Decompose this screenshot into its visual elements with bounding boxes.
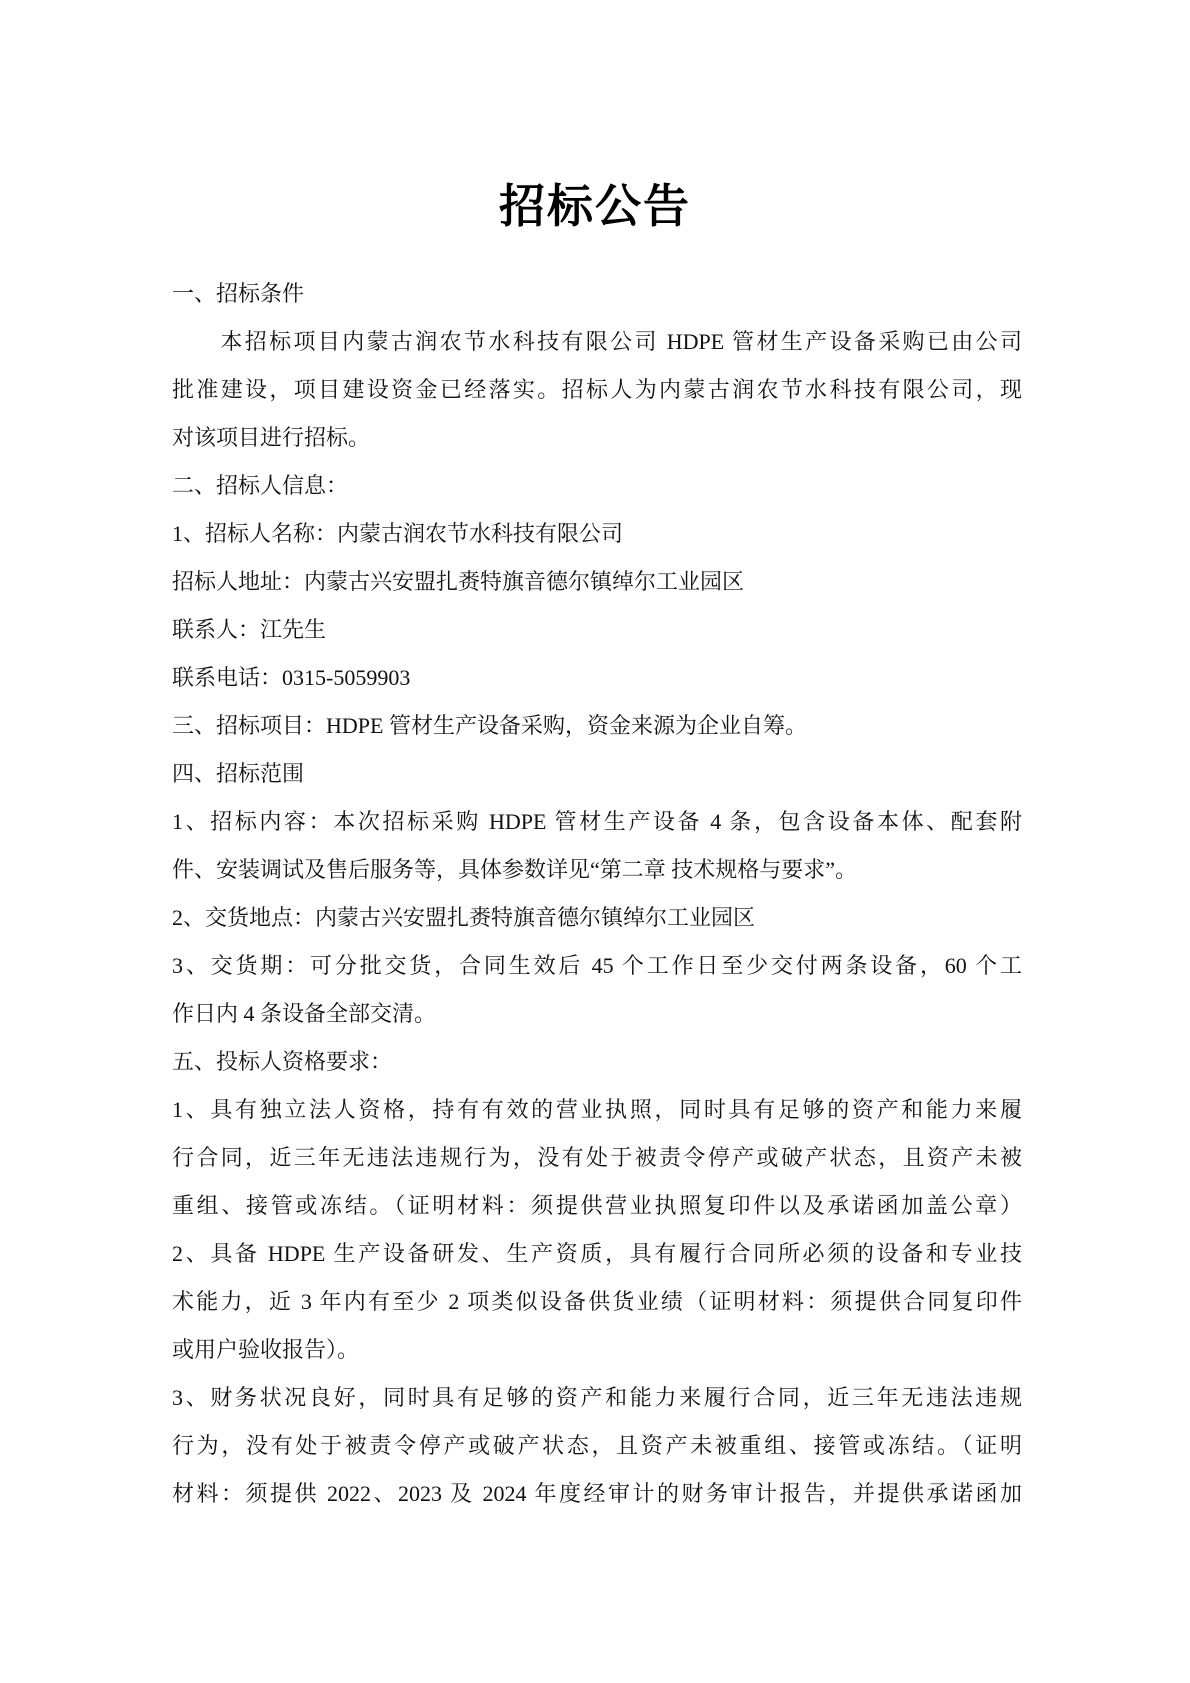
document-body <box>172 270 1022 1518</box>
document-line: 3、交货期：可分批交货，合同生效后 45 个工作日至少交付两条设备，60 个工 <box>172 953 1022 978</box>
document-title: 招标公告 <box>499 181 691 232</box>
document-line: 行为，没有处于被责令停产或破产状态，且资产未被重组、接管或冻结。（证明 <box>172 1433 1022 1458</box>
document-line: 重组、接管或冻结。（证明材料：须提供营业执照复印件以及承诺函加盖公章） <box>172 1193 1022 1218</box>
document-line: 2、具备 HDPE 生产设备研发、生产资质，具有履行合同所必须的设备和专业技 <box>172 1241 1022 1266</box>
document-line: 作日内 4 条设备全部交清。 <box>172 1001 437 1026</box>
document-line: 3、财务状况良好，同时具有足够的资产和能力来履行合同，近三年无违法违规 <box>172 1385 1022 1410</box>
document-line: 二、招标人信息： <box>172 473 349 498</box>
document-line: 联系电话：0315-5059903 <box>172 665 411 690</box>
document-line: 四、招标范围 <box>172 761 305 786</box>
document-line: 或用户验收报告）。 <box>172 1337 360 1362</box>
document-line: 本招标项目内蒙古润农节水科技有限公司 HDPE 管材生产设备采购已由公司 <box>220 329 1022 354</box>
document-line: 五、投标人资格要求： <box>172 1049 393 1074</box>
document-line: 三、招标项目：HDPE 管材生产设备采购，资金来源为企业自筹。 <box>172 713 807 738</box>
document-line: 1、具有独立法人资格，持有有效的营业执照，同时具有足够的资产和能力来履 <box>172 1097 1022 1122</box>
document-line: 批准建设，项目建设资金已经落实。招标人为内蒙古润农节水科技有限公司，现 <box>172 377 1022 402</box>
document-line: 招标人地址：内蒙古兴安盟扎赉特旗音德尔镇绰尔工业园区 <box>172 569 745 594</box>
document-line: 1、招标人名称：内蒙古润农节水科技有限公司 <box>172 521 624 546</box>
document-line: 2、交货地点：内蒙古兴安盟扎赉特旗音德尔镇绰尔工业园区 <box>172 905 756 930</box>
document-line: 联系人：江先生 <box>172 617 327 642</box>
document-line: 材料：须提供 2022、2023 及 2024 年度经审计的财务审计报告，并提供承诺函加 <box>172 1481 1022 1506</box>
document-line: 行合同，近三年无违法违规行为，没有处于被责令停产或破产状态，且资产未被 <box>172 1145 1022 1170</box>
document-line: 件、安装调试及售后服务等，具体参数详见“第二章 技术规格与要求”。 <box>172 857 858 882</box>
document-line: 对该项目进行招标。 <box>172 425 371 450</box>
document-line: 一、招标条件 <box>172 281 305 306</box>
document-line: 1、招标内容：本次招标采购 HDPE 管材生产设备 4 条，包含设备本体、配套附 <box>172 809 1022 834</box>
document-line: 术能力，近 3 年内有至少 2 项类似设备供货业绩（证明材料：须提供合同复印件 <box>172 1289 1022 1314</box>
